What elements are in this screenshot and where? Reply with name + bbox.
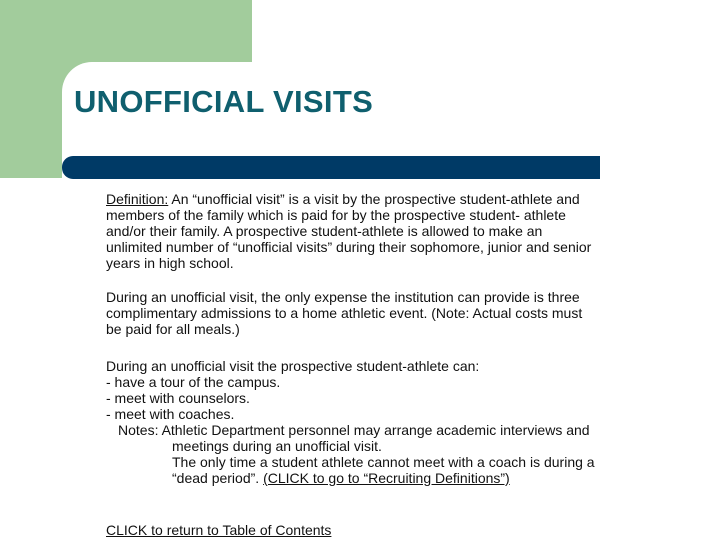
expense-paragraph (106, 289, 672, 337)
definition-text-1: An “unofficial visit” is a visit by the prospective student-athlete and (168, 191, 580, 207)
definition-line-1 (106, 191, 672, 207)
notes-line-1: Notes: Athletic Department personnel may arrange academic interviews and (118, 422, 590, 438)
definition-label: Definition: (106, 191, 169, 207)
expense-line-2: complimentary admissions to a home athletic event. (Note: Actual costs must (106, 305, 583, 321)
definition-line-2: members of the family which is paid for by the prospective student- athlete (106, 207, 566, 223)
title-underline-bar (62, 156, 600, 179)
activities-intro: During an unofficial visit the prospective student-athlete can: (106, 358, 480, 374)
dead-period-text: “dead period”. (172, 470, 264, 486)
definition-paragraph (106, 191, 672, 271)
notes-line-4 (106, 470, 672, 486)
recruiting-definitions-link[interactable]: (CLICK to go to “Recruiting Definitions”) (263, 470, 510, 486)
activity-item: - meet with coaches. (106, 406, 235, 422)
table-of-contents-link[interactable]: CLICK to return to Table of Contents (106, 522, 332, 538)
definition-line-3: and/or their family. A prospective student-athlete is allowed to make an (106, 223, 543, 239)
notes-line-3: The only time a student athlete cannot meet with a coach is during a (172, 454, 595, 470)
activity-item: - meet with counselors. (106, 390, 250, 406)
definition-line-4: unlimited number of “unofficial visits” during their sophomore, junior and senior (106, 239, 592, 255)
toc-paragraph (106, 522, 331, 538)
activities-paragraph (106, 358, 672, 486)
notes-line-2: meetings during an unofficial visit. (172, 438, 382, 454)
activity-item: - have a tour of the campus. (106, 374, 281, 390)
definition-line-5: years in high school. (106, 255, 234, 271)
expense-line-3: be paid for all meals.) (106, 321, 240, 337)
expense-line-1: During an unofficial visit, the only expense the institution can provide is three (106, 289, 580, 305)
slide-title: UNOFFICIAL VISITS (74, 84, 374, 119)
